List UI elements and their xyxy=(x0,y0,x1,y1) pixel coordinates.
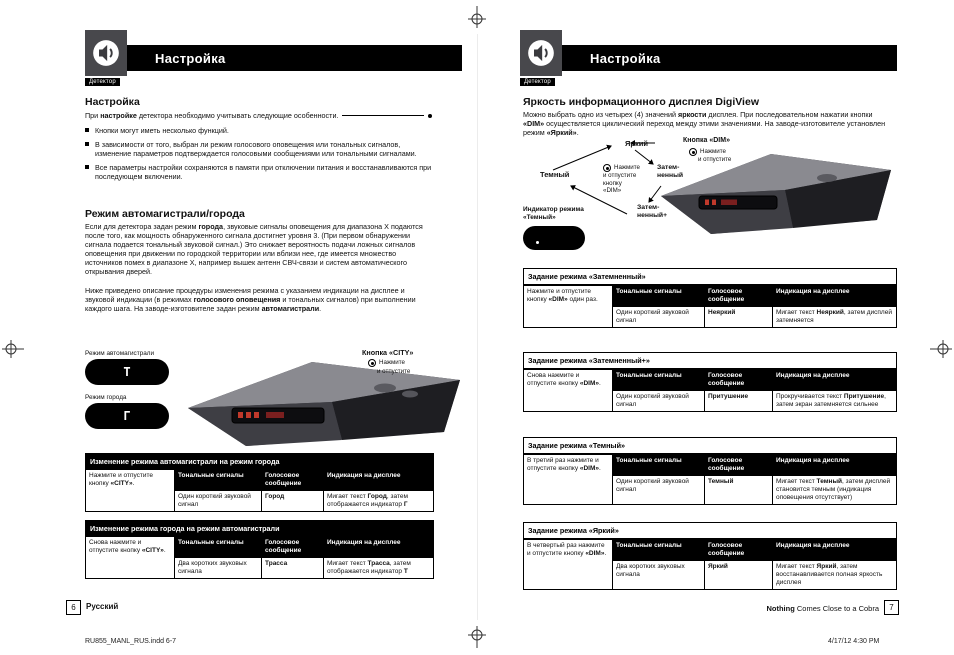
display-cell: Мигает текст Неяркий, затем дисплей затемняется xyxy=(772,306,896,327)
imprint-filename: RU855_MANL_RUS.indd 6-7 xyxy=(85,638,177,645)
display-cell: Мигает текст Темный, затем дисплей становится темным (индикация оповещения отсутствует) xyxy=(772,475,896,504)
city-button-hint xyxy=(368,359,405,367)
section-heading-brightness: Яркость информационного дисплея DigiView xyxy=(523,96,759,108)
setup-bullet-list xyxy=(85,126,432,186)
voice-cell: Темный xyxy=(704,475,772,504)
column-header-display: Индикация на дисплее xyxy=(772,539,896,560)
page-left xyxy=(62,28,474,628)
press-icon xyxy=(689,148,697,156)
square-bullet-icon xyxy=(85,165,89,169)
voice-cell: Яркий xyxy=(704,560,772,589)
diagram-dim-label xyxy=(657,164,683,180)
highway-mode-label: Режим автомагистрали xyxy=(85,350,155,357)
page-header-bar xyxy=(127,45,462,71)
table-grid xyxy=(86,469,433,511)
square-bullet-icon xyxy=(85,128,89,132)
column-header-display: Индикация на дисплее xyxy=(772,454,896,475)
display-cell: Мигает текст Яркий, затем восстанавливается полная яркость дисплея xyxy=(772,560,896,589)
column-header-voice: Голосовое сообщение xyxy=(704,539,772,560)
column-header-tones: Тональные сигналы xyxy=(612,454,704,475)
rule-line xyxy=(342,115,424,116)
dim-line: Затем- xyxy=(657,164,680,171)
speaker-icon xyxy=(527,39,555,67)
mode-paragraph-1: Если для детектора задан режим города, звуковые сигналы оповещения для диапазона X подаются после того, как мощность обнаруженного сигнала достигнет уровня 3. (При первом обнаружении сигнала подается тональный звуковой сигнал.) Это снижает вероятность подачи ложных сигналов оповещения при движении по городской территории или вблизи нее, где имеется множество источников помех в диапазоне X, например вышек антенн СВЧ-связи и систем автоматического открывания дверей. xyxy=(85,222,423,276)
table-grid xyxy=(524,285,896,327)
table-grid xyxy=(524,369,896,411)
column-header-tones: Тональные сигналы xyxy=(612,539,704,560)
page-right xyxy=(487,28,901,628)
table-city-to-highway xyxy=(85,520,434,579)
square-bullet-icon xyxy=(85,142,89,146)
city-hint-line-2: и отпустите xyxy=(377,368,411,375)
table-title: Задание режима «Яркий» xyxy=(524,523,896,539)
voice-cell: Неяркий xyxy=(704,306,772,327)
indicator-label-line: «Темный» xyxy=(523,214,556,221)
dark-display-dot xyxy=(536,241,539,244)
section-heading-setup: Настройка xyxy=(85,96,140,108)
registration-mark-left xyxy=(2,338,24,360)
instruction-cell: В четвертый раз нажмите и отпустите кнопку «DIM». xyxy=(524,539,612,589)
column-header-display: Индикация на дисплее xyxy=(772,285,896,306)
bullet-item xyxy=(85,140,432,158)
tone-cell: Один короткий звуковой сигнал xyxy=(612,475,704,504)
table-set-dim xyxy=(523,268,897,328)
brightness-intro: Можно выбрать одно из четырех (4) значений яркости дисплея. При последовательном нажатии кнопки «DIM» осуществляется циклический переход между этими значениями. На заводе-изготовителе установлен режим «Яркий». xyxy=(523,110,886,137)
press-line: и отпустите xyxy=(603,172,637,179)
mode-paragraph-2: Ниже приведено описание процедуры изменения режима с указанием индикации на дисплее и звуковой индикации (в режимах голосового оповещения и тональных сигналов) при выполнении каждого шага. На заводе-изготовителе задан режим автомагистрали. xyxy=(85,286,416,313)
table-title: Изменение режима города на режим автомагистрали xyxy=(86,521,433,536)
table-highway-to-city xyxy=(85,453,434,512)
tone-cell: Один короткий звуковой сигнал xyxy=(174,490,261,511)
column-header-tones: Тональные сигналы xyxy=(174,536,261,557)
table-grid xyxy=(524,454,896,504)
table-set-dark xyxy=(523,437,897,505)
table-title: Изменение режима автомагистрали на режим города xyxy=(86,454,433,469)
press-icon xyxy=(603,164,611,172)
detector-tag: Детектор xyxy=(520,78,555,86)
speaker-icon xyxy=(92,39,120,67)
page-title: Настройка xyxy=(590,50,661,66)
display-cell: Мигает текст Город, затем отображается индикатор Г xyxy=(323,490,433,511)
press-line: кнопку xyxy=(603,179,622,187)
detector-tag: Детектор xyxy=(85,78,120,86)
city-mode-label: Режим города xyxy=(85,394,127,401)
dim-button-callout: Кнопка «DIM» xyxy=(683,137,730,144)
table-grid xyxy=(86,536,433,578)
voice-cell: Город xyxy=(261,490,323,511)
radar-detector-illustration xyxy=(655,140,897,252)
dark-mode-display xyxy=(523,226,585,250)
section-icon-tile xyxy=(520,30,562,76)
column-header-voice: Голосовое сообщение xyxy=(704,454,772,475)
dim-line: ненный xyxy=(657,172,684,179)
bullet-item xyxy=(85,163,432,181)
column-header-voice: Голосовое сообщение xyxy=(704,285,772,306)
imprint-datetime: 4/17/12 4:30 PM xyxy=(828,638,880,645)
city-button-callout: Кнопка «CITY» xyxy=(362,348,414,357)
bullet-item xyxy=(85,126,432,135)
dim-hint-line-1: Нажмите xyxy=(700,148,726,155)
dim-button-hint xyxy=(689,148,726,156)
dark-indicator-label xyxy=(523,206,584,222)
column-header-tones: Тональные сигналы xyxy=(612,369,704,390)
column-header-tones: Тональные сигналы xyxy=(174,469,261,490)
page-title: Настройка xyxy=(155,50,226,66)
table-title: Задание режима «Затемненный» xyxy=(524,269,896,285)
tone-cell: Один короткий звуковой сигнал xyxy=(612,390,704,411)
diagram-dim-plus-label xyxy=(637,204,667,220)
table-set-dim-plus xyxy=(523,352,897,412)
tone-cell: Два коротких звуковых сигнала xyxy=(174,557,261,578)
press-line: Нажмите xyxy=(614,164,640,171)
column-header-voice: Голосовое сообщение xyxy=(261,469,323,490)
display-cell: Мигает текст Трасса, затем отображается индикатор Т xyxy=(323,557,433,578)
radar-detector-illustration xyxy=(180,346,470,454)
highway-mode-display xyxy=(85,359,169,385)
registration-mark-right xyxy=(930,338,952,360)
page-number-right: 7 xyxy=(884,600,899,615)
highway-indicator-glyph: Т xyxy=(123,365,131,379)
column-header-display: Индикация на дисплее xyxy=(772,369,896,390)
table-grid xyxy=(524,539,896,589)
dim-plus-line: Затем- xyxy=(637,204,660,211)
tone-cell: Один короткий звуковой сигнал xyxy=(612,306,704,327)
registration-mark-top xyxy=(466,6,488,28)
city-hint-line-1: Нажмите xyxy=(379,359,405,366)
rule-end-dot xyxy=(428,114,432,118)
dim-hint-line-2: и отпустите xyxy=(698,156,732,163)
indicator-label-line: Индикатор режима xyxy=(523,206,584,213)
instruction-cell: Нажмите и отпустите кнопку «DIM» один раз. xyxy=(524,285,612,327)
column-header-tones: Тональные сигналы xyxy=(612,285,704,306)
diagram-bright-label: Яркий xyxy=(625,139,648,148)
display-cell: Прокручивается текст Притушение, затем экран затемняется сильнее xyxy=(772,390,896,411)
column-header-voice: Голосовое сообщение xyxy=(261,536,323,557)
diagram-dark-label: Темный xyxy=(540,170,570,179)
dim-plus-line: ненный+ xyxy=(637,212,668,219)
city-indicator-glyph: Г xyxy=(123,409,131,423)
bullet-text: В зависимости от того, выбран ли режим голосового оповещения или тональных сигналов, изменение параметров подтверждается голосовыми сообщениями или тональными сигналами. xyxy=(95,140,417,158)
bullet-text: Все параметры настройки сохраняются в памяти при отключении питания и восстанавливаются при последующем включении. xyxy=(95,163,432,181)
column-header-display: Индикация на дисплее xyxy=(323,536,433,557)
instruction-cell: Снова нажмите и отпустите кнопку «CITY». xyxy=(86,536,174,578)
table-title: Задание режима «Темный» xyxy=(524,438,896,454)
instruction-cell: Снова нажмите и отпустите кнопку «DIM». xyxy=(524,369,612,411)
column-header-display: Индикация на дисплее xyxy=(323,469,433,490)
bullet-text: Кнопки могут иметь несколько функций. xyxy=(95,126,229,135)
instruction-cell: В третий раз нажмите и отпустите кнопку «DIM». xyxy=(524,454,612,504)
page-header-bar xyxy=(562,45,897,71)
tone-cell: Два коротких звуковых сигнала xyxy=(612,560,704,589)
table-title: Задание режима «Затемненный+» xyxy=(524,353,896,369)
column-header-voice: Голосовое сообщение xyxy=(704,369,772,390)
diagram-press-hint xyxy=(603,164,640,195)
setup-intro-row xyxy=(85,111,432,120)
table-set-bright xyxy=(523,522,897,590)
press-line: «DIM» xyxy=(603,187,622,195)
city-mode-display xyxy=(85,403,169,429)
cobra-tagline: Nothing Comes Close to a Cobra xyxy=(766,604,879,613)
voice-cell: Трасса xyxy=(261,557,323,578)
registration-mark-bottom xyxy=(466,626,488,648)
instruction-cell: Нажмите и отпустите кнопку «CITY». xyxy=(86,469,174,511)
voice-cell: Притушение xyxy=(704,390,772,411)
section-heading-mode: Режим автомагистрали/города xyxy=(85,208,245,220)
section-icon-tile xyxy=(85,30,127,76)
language-label: Русский xyxy=(86,602,119,611)
setup-intro-text: При настройке детектора необходимо учитывать следующие особенности. xyxy=(85,111,339,120)
press-icon xyxy=(368,359,376,367)
page-gutter xyxy=(477,34,478,620)
page-number-left: 6 xyxy=(66,600,81,615)
